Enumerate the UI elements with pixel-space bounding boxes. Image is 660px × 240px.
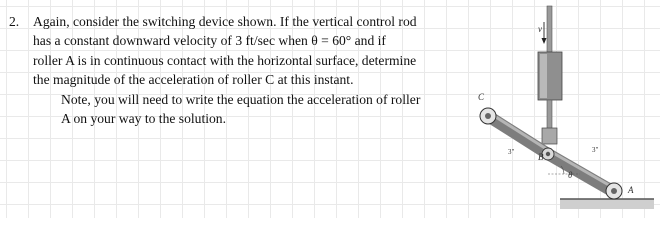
problem-line: the magnitude of the acceleration of roller C at this instant. [33,72,354,88]
problem-line: has a constant downward velocity of 3 ft/sec when θ = 60° and if [33,33,386,49]
label-c: C [478,92,485,102]
problem-statement [9,12,459,128]
link-ba [548,150,614,192]
problem-body [33,12,459,90]
roller-c [478,92,496,124]
problem-number: 2. [9,14,20,29]
link-cb [488,112,548,154]
velocity-label: v [538,24,542,34]
note-line: A on your way to the solution. [61,111,227,127]
label-a: A [628,185,634,195]
problem-line: roller A is in continuous contact with the horizontal surface, determine [33,52,417,68]
note-line: Note, you will need to write the equation the acceleration of roller [61,91,421,107]
dimension-label-ab: 3" [592,146,599,154]
switching-device-figure [468,4,656,214]
ground-surface [560,199,654,209]
dimension-label-bc: 3" [508,148,515,156]
theta-label: θ [568,170,573,180]
problem-line: Again, consider the switching device shown. If the vertical control rod [33,14,417,29]
velocity-arrow [538,22,547,44]
problem-note [61,90,459,129]
label-b: B [538,152,544,162]
roller-a [606,183,634,199]
